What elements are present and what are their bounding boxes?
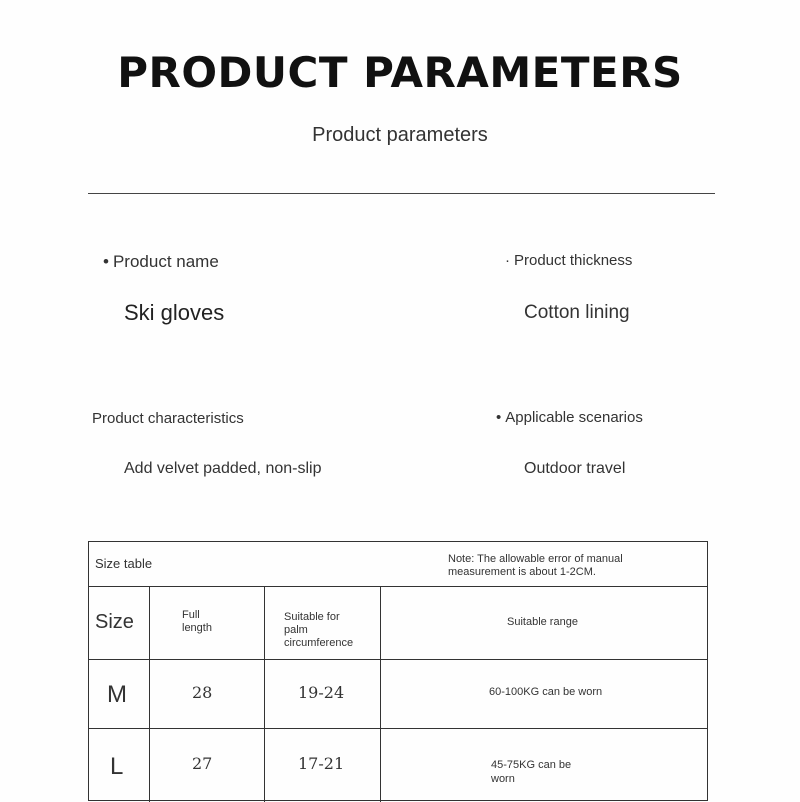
header-palm-line-2: palm bbox=[284, 624, 308, 636]
header-range: Suitable range bbox=[507, 616, 578, 628]
table-divider bbox=[264, 586, 265, 802]
header-palm-line-1: Suitable for bbox=[284, 611, 340, 623]
product-name-label-text: Product name bbox=[112, 252, 219, 271]
bullet-icon: · bbox=[505, 252, 510, 269]
product-name-label bbox=[103, 252, 219, 272]
header-full-length-line-2: length bbox=[182, 622, 212, 634]
size-table bbox=[88, 541, 708, 801]
note-line-1: Note: The allowable error of manual bbox=[448, 553, 623, 565]
table-divider bbox=[380, 586, 381, 802]
table-divider bbox=[89, 728, 707, 729]
divider bbox=[88, 193, 715, 194]
product-characteristics-label: Product characteristics bbox=[92, 410, 244, 427]
applicable-scenarios-label bbox=[496, 409, 643, 426]
size-table-note bbox=[448, 553, 623, 579]
page-title: PRODUCT PARAMETERS bbox=[117, 48, 683, 97]
product-characteristics-value: Add velvet padded, non-slip bbox=[124, 460, 322, 477]
product-thickness-label-text: Product thickness bbox=[514, 252, 633, 269]
bullet-icon: • bbox=[103, 252, 109, 271]
note-line-2: measurement is about 1-2CM. bbox=[448, 566, 596, 578]
product-thickness-label bbox=[505, 252, 632, 269]
row-l-size: L bbox=[110, 753, 124, 780]
header-palm bbox=[284, 611, 353, 650]
row-m-palm: 19-24 bbox=[298, 683, 345, 702]
size-table-title: Size table bbox=[95, 556, 153, 571]
header-size: Size bbox=[95, 611, 134, 633]
table-divider bbox=[149, 586, 150, 802]
row-l-full-length: 27 bbox=[192, 754, 213, 773]
row-m-range: 60-100KG can be worn bbox=[489, 686, 603, 698]
bullet-icon: • bbox=[496, 409, 502, 426]
row-l-range-line-2: worn bbox=[491, 773, 515, 785]
header-palm-line-3: circumference bbox=[284, 637, 354, 649]
product-name-value: Ski gloves bbox=[124, 300, 225, 325]
page-subtitle: Product parameters bbox=[312, 124, 488, 146]
applicable-scenarios-value: Outdoor travel bbox=[524, 460, 626, 477]
row-l-range bbox=[491, 758, 571, 786]
applicable-scenarios-label-text: Applicable scenarios bbox=[505, 409, 643, 426]
table-divider bbox=[89, 659, 707, 660]
header-full-length bbox=[182, 609, 212, 635]
row-l-palm: 17-21 bbox=[298, 754, 345, 773]
row-m-full-length: 28 bbox=[192, 683, 213, 702]
header-full-length-line-1: Full bbox=[182, 609, 200, 621]
table-divider bbox=[89, 586, 707, 587]
product-thickness-value: Cotton lining bbox=[524, 302, 630, 323]
row-l-range-line-1: 45-75KG can be bbox=[491, 759, 572, 771]
row-m-size: M bbox=[107, 681, 127, 708]
